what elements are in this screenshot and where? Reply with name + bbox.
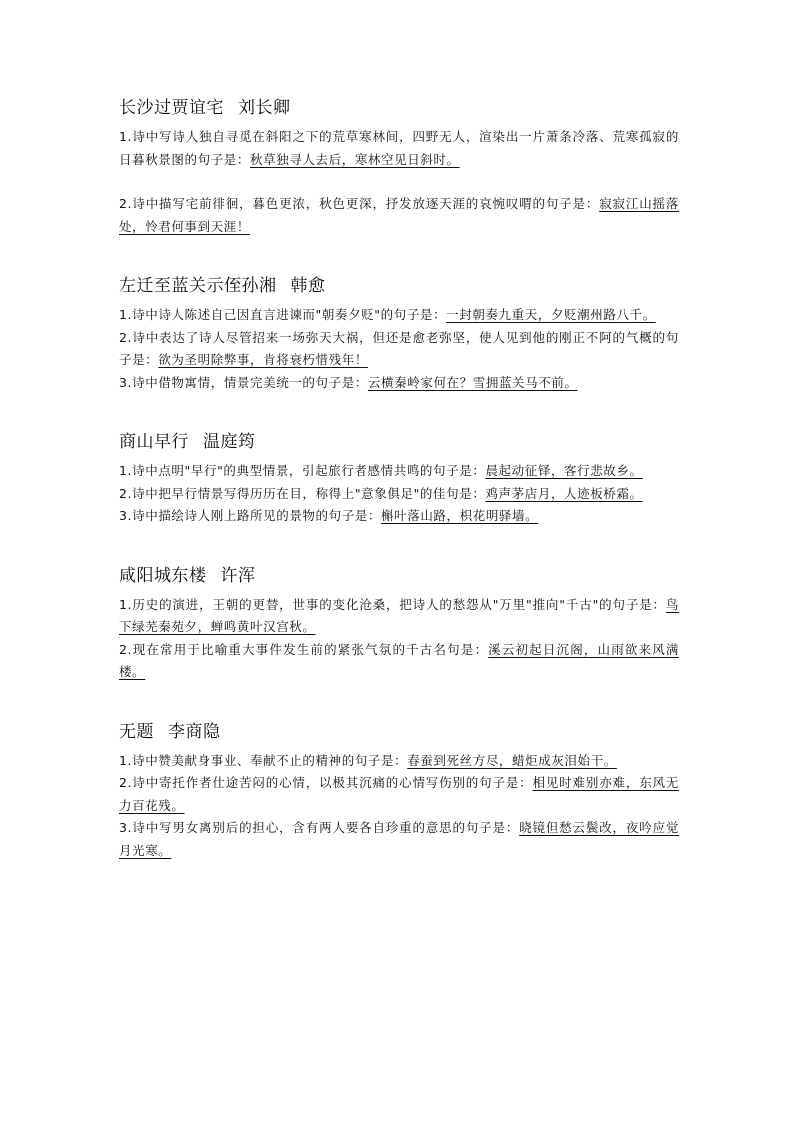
question (119, 126, 679, 171)
answer-text: 一封朝奏九重天，夕贬潮州路八千。 (446, 307, 656, 322)
poem-title: 左迁至蓝关示侄孙湘 (119, 276, 277, 296)
poem-author: 韩愈 (290, 276, 326, 296)
document-page (119, 96, 679, 862)
answer-text: 相见时难别亦难，东风无力百花残。 (119, 775, 679, 813)
answer-text: 欲为圣明除弊事，肯将衰朽惜残年！ (158, 352, 368, 367)
question-text: 2.诗中寄托作者仕途苦闷的心情，以极其沉痛的心情写伤别的句子是： (119, 775, 533, 790)
poem-heading (119, 564, 679, 588)
question (119, 772, 679, 817)
question (119, 372, 679, 395)
question (119, 750, 679, 773)
poem-heading (119, 274, 679, 298)
question (119, 460, 679, 483)
poem-section (119, 274, 679, 394)
question-text: 3.诗中借物寓情，情景完美统一的句子是： (119, 374, 368, 390)
answer-text: 寂寂江山摇落处，怜君何事到天涯！ (119, 196, 679, 234)
answer-text: 晓镜但愁云鬓改，夜吟应觉月光寒。 (119, 820, 680, 858)
answer-text: 鸡声茅店月，人迹板桥霜。 (485, 485, 643, 501)
poem-author: 李商隐 (168, 721, 221, 742)
question-text: 1.历史的演进，王朝的更替，世事的变化沧桑，把诗人的愁怨从"万里"推向"千古"的句子是： (119, 596, 666, 612)
question-text: 2.诗中表达了诗人尽管招来一场弥天大祸，但还是愈老弥坚，使人见到他的刚正不阿的气概的句子是： (119, 329, 679, 367)
answer-text: 鸟下绿芜秦苑夕，蝉鸣黄叶汉宫秋。 (119, 596, 679, 634)
question-text: 1.诗中赞美献身事业、奉献不止的精神的句子是： (119, 752, 408, 768)
question-text: 2.诗中描写宅前徘徊，暮色更浓，秋色更深，抒发放逐天涯的哀惋叹喟的句子是： (119, 196, 600, 211)
poem-section (119, 564, 679, 684)
poem-author: 许浑 (220, 565, 256, 586)
question (119, 327, 679, 372)
question (119, 505, 679, 528)
question-text: 1.诗中诗人陈述自己因直言进谏而"朝奏夕贬"的句子是： (119, 307, 447, 322)
poem-title: 无题 (119, 721, 154, 742)
question (119, 304, 679, 327)
answer-text: 溪云初起日沉阁，山雨欲来风满楼。 (119, 641, 680, 679)
question (119, 193, 679, 238)
poem-heading (119, 96, 679, 120)
poem-title: 商山早行 (119, 432, 189, 452)
answer-text: 云横秦岭家何在？雪拥蓝关马不前。 (367, 374, 578, 390)
poem-author: 温庭筠 (203, 432, 256, 452)
poem-author: 刘长卿 (238, 98, 291, 118)
poem-title: 长沙过贾谊宅 (119, 98, 224, 118)
poem-section (119, 720, 679, 863)
question-text: 1.诗中点明"早行"的典型情景，引起旅行者感情共鸣的句子是： (119, 463, 486, 478)
answer-text: 秋草独寻人去后，寒林空见日斜时。 (250, 151, 460, 167)
question-text: 1.诗中写诗人独自寻觅在斜阳之下的荒草寒林间，四野无人，渲染出一片萧条冷落、荒寒孤寂的日暮秋景图的句子是： (119, 129, 679, 167)
question-text: 3.诗中写男女离别后的担心，含有两人要各自珍重的意思的句子是： (119, 820, 520, 835)
answer-text: 晨起动征铎，客行悲故乡。 (485, 463, 643, 478)
poem-section (119, 430, 679, 528)
poem-heading (119, 720, 679, 744)
question (119, 639, 679, 684)
poem-heading (119, 430, 679, 454)
poem-section (119, 96, 679, 238)
answer-text: 槲叶落山路，枳花明驿墙。 (381, 508, 539, 523)
question-text: 2.诗中把早行情景写得历历在目，称得上"意象俱足"的佳句是： (119, 485, 486, 501)
question (119, 817, 679, 862)
question-text: 2.现在常用于比喻重大事件发生前的紧张气氛的千古名句是： (119, 641, 489, 657)
poem-title: 咸阳城东楼 (119, 565, 207, 586)
question (119, 594, 679, 639)
question-text: 3.诗中描绘诗人刚上路所见的景物的句子是： (119, 508, 382, 523)
question (119, 483, 679, 506)
answer-text: 春蚕到死丝方尽，蜡炬成灰泪始干。 (407, 752, 617, 768)
